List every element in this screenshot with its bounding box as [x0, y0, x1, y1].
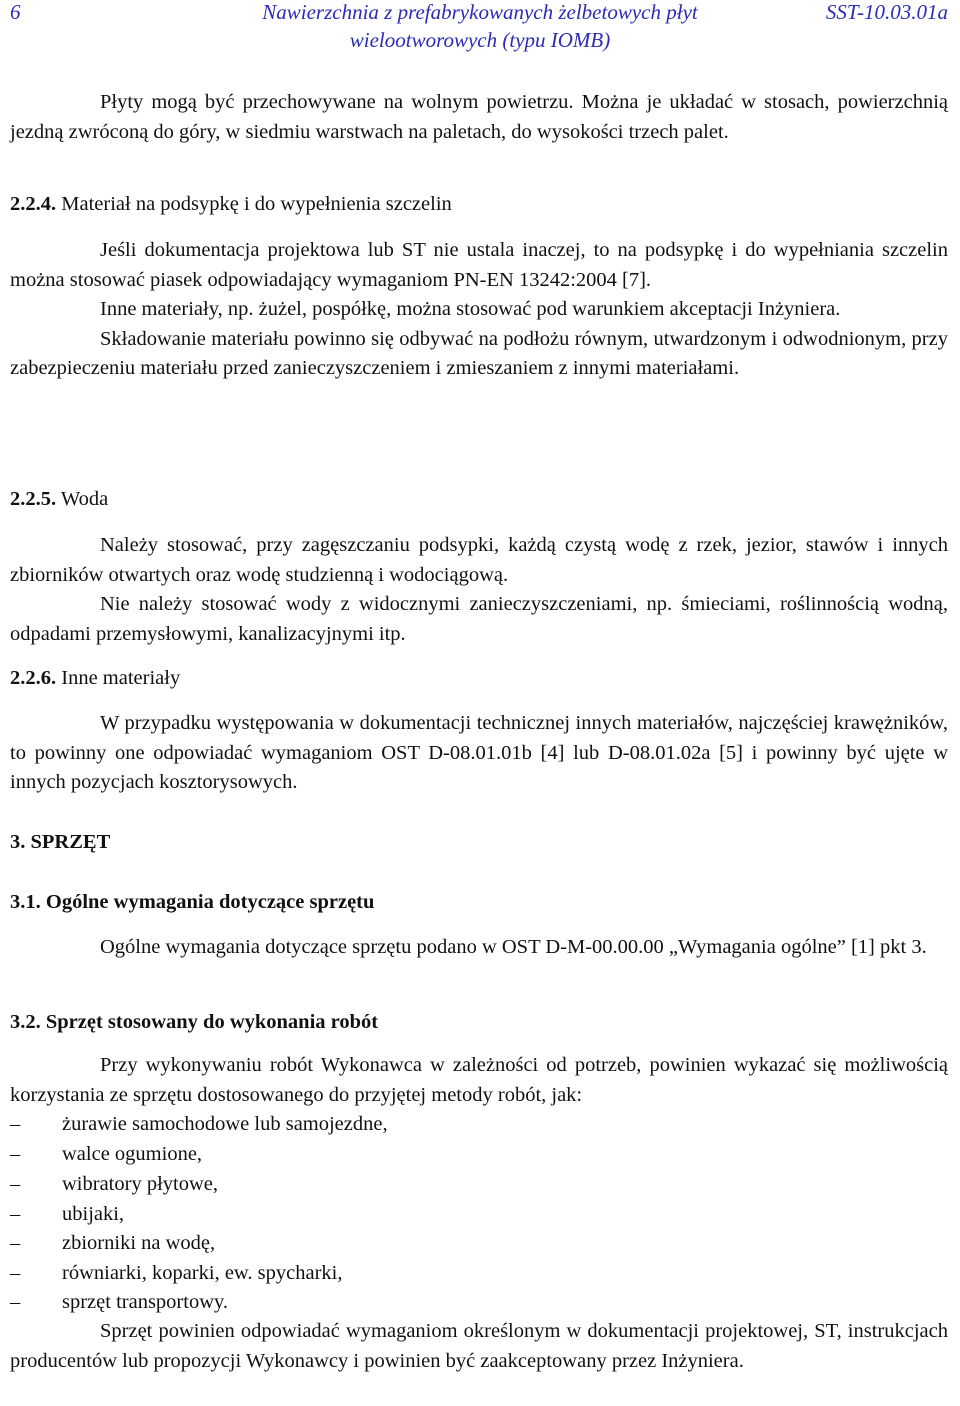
paragraph-text: Płyty mogą być przechowywane na wolnym powietrzu. Można je układać w stosach, powierzchnią jezdną zwróconą do góry, w siedmiu warstwach na paletach, do wysokości trzech palet. — [10, 91, 948, 143]
heading-title: SPRZĘT — [30, 831, 111, 853]
list-item-text: sprzęt transportowy. — [62, 1291, 229, 1313]
list-item-text: wibratory płytowe, — [62, 1173, 218, 1195]
dash-bullet: – — [10, 1203, 21, 1225]
page-number: 6 — [10, 0, 21, 24]
list-item-text: równiarki, koparki, ew. spycharki, — [62, 1262, 343, 1284]
heading-title: Materiał na podsypkę i do wypełnienia szczelin — [61, 193, 452, 215]
list-item-text: zbiorniki na wodę, — [62, 1232, 216, 1254]
heading-3 — [10, 828, 110, 857]
heading-number: 2.2.6. — [10, 667, 57, 689]
paragraph-storage — [10, 88, 948, 147]
heading-number: 3. — [10, 831, 26, 853]
header-title-line2: wielootworowych (typu IOMB) — [349, 28, 611, 52]
dash-bullet: – — [10, 1143, 21, 1165]
section-3-1-body — [10, 933, 948, 963]
paragraph-text: Należy stosować, przy zagęszczaniu podsypki, każdą czystą wodę z rzek, jezior, stawów i innych zbiorników otwartych oraz wodę studzienną i wodociągową. — [10, 534, 948, 586]
paragraph-text: W przypadku występowania w dokumentacji technicznej innych materiałów, najczęściej krawężników, to powinny one odpowiadać wymaganiom OST D-08.01.01b [4] lub D-08.01.02a [5] i powinny być ujęte w innych pozycjach kosztorysowych. — [10, 712, 948, 793]
heading-3-1 — [10, 888, 374, 917]
heading-2-2-5 — [10, 485, 108, 514]
paragraph-text: Przy wykonywaniu robót Wykonawca w zależności od potrzeb, powinien wykazać się możliwością korzystania ze sprzętu dostosowanego do przyjętej metody robót, jak: — [10, 1054, 948, 1106]
heading-title: Inne materiały — [61, 667, 181, 689]
heading-number: 3.1. — [10, 891, 41, 913]
list-item-text: ubijaki, — [62, 1203, 125, 1225]
spec-code: SST-10.03.01a — [825, 0, 948, 24]
dash-bullet: – — [10, 1291, 21, 1313]
paragraph-text: Jeśli dokumentacja projektowa lub ST nie ustala inaczej, to na podsypkę i do wypełniania szczelin można stosować piasek odpowiadający wymaganiom PN-EN 13242:2004 [7]. — [10, 239, 948, 291]
dash-bullet: – — [10, 1113, 21, 1135]
header-title-line1: Nawierzchnia z prefabrykowanych żelbetowych płyt — [262, 0, 698, 24]
heading-number: 3.2. — [10, 1011, 41, 1033]
paragraph-text: Inne materiały, np. żużel, pospółkę, można stosować pod warunkiem akceptacji Inżyniera. — [100, 298, 841, 320]
paragraph-text: Nie należy stosować wody z widocznymi zanieczyszczeniami, np. śmieciami, roślinnością wodną, odpadami przemysłowymi, kanalizacyjnymi itp. — [10, 593, 948, 645]
list-item-text: żurawie samochodowe lub samojezdne, — [62, 1113, 388, 1135]
list-item-text: walce ogumione, — [62, 1143, 203, 1165]
paragraph-text: Składowanie materiału powinno się odbywać na podłożu równym, utwardzonym i odwodnionym, przy zabezpieczeniu materiału przed zanieczyszczeniem i zmieszaniem z innymi materiałami. — [10, 327, 948, 379]
heading-3-2 — [10, 1008, 378, 1037]
heading-2-2-4 — [10, 190, 452, 219]
heading-2-2-6 — [10, 664, 180, 693]
paragraph-text: Ogólne wymagania dotyczące sprzętu podano w OST D-M-00.00.00 „Wymagania ogólne” [1] pkt 3. — [100, 936, 927, 958]
paragraph-text: Sprzęt powinien odpowiadać wymaganiom określonym w dokumentacji projektowej, ST, instrukcjach producentów lub propozycji Wykonawcy i powinien być zaakceptowany przez Inżyniera. — [10, 1320, 948, 1372]
heading-title: Ogólne wymagania dotyczące sprzętu — [45, 891, 375, 913]
section-3-2-closing — [10, 1317, 948, 1376]
running-header — [0, 0, 960, 62]
heading-number: 2.2.4. — [10, 193, 57, 215]
dash-bullet: – — [10, 1173, 21, 1195]
heading-number: 2.2.5. — [10, 488, 57, 510]
section-2-2-4-body — [10, 236, 948, 384]
heading-title: Woda — [60, 488, 109, 510]
section-3-2-body — [10, 1051, 948, 1110]
section-2-2-5-body — [10, 531, 948, 649]
dash-bullet: – — [10, 1262, 21, 1284]
dash-bullet: – — [10, 1232, 21, 1254]
section-2-2-6-body — [10, 709, 948, 798]
heading-title: Sprzęt stosowany do wykonania robót — [45, 1011, 379, 1033]
